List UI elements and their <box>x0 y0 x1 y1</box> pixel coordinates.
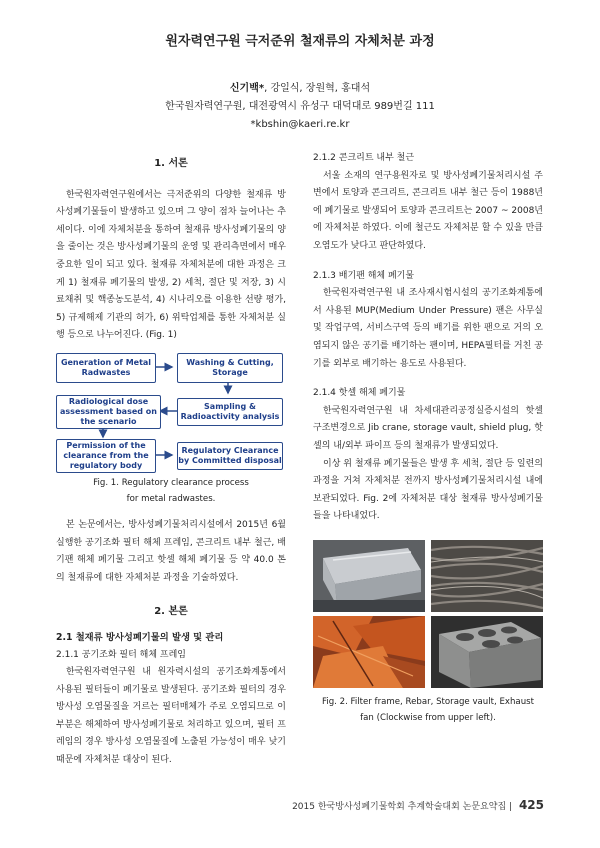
left-column <box>56 155 286 770</box>
right-column <box>313 150 543 736</box>
fig1-flowchart <box>56 351 286 471</box>
co-authors: , 강일식, 장원혁, 홍대석 <box>264 83 371 94</box>
exhaust-fan-paragraph: 한국원자력연구원 내 조사재시험시설의 공기조화계통에서 사용된 MUP(Medium Under Pressure) 팬은 사무실 및 작업구역, 서비스구역 등의 배기를 위한 팬으로 거의 오염되지 않은 공기를 배기하는 팬이며, HEPA필터를 거친 공기를 외부로 배기하는 용도로 사용된다. <box>313 288 543 369</box>
flow-box-permission: Permission of the clearance from the regulatory body <box>56 439 156 473</box>
proceedings-title: 2015 한국방사성폐기물학회 추계학술대회 논문요약집 <box>292 802 507 812</box>
rebar-image <box>431 540 543 612</box>
paper-title: 원자력연구원 극저준위 철재류의 자체처분 과정 <box>165 34 435 49</box>
photo-rebar <box>431 540 543 612</box>
flow-box-dose-assessment: Radiological dose assessment based on the scenario <box>56 395 161 429</box>
flow-box-washing: Washing & Cutting, Storage <box>177 353 283 383</box>
fig1-caption-line1: Fig. 1. Regulatory clearance process <box>93 477 249 488</box>
page-footer <box>292 798 544 812</box>
page-number: 425 <box>518 798 544 812</box>
fig2-photo-grid <box>313 540 543 688</box>
author-email: *kbshin@kaeri.re.kr <box>250 119 350 130</box>
photo-filter-frame <box>313 540 425 612</box>
section-2-1-1-heading: 2.1.1 공기조화 필터 해체 프레임 <box>56 649 186 660</box>
lead-author: 신기백* <box>229 83 265 94</box>
rebar-paragraph: 서울 소재의 연구용원자로 및 방사성폐기물처리시설 주변에서 토양과 콘크리트, 콘크리트 내부 철근 등이 1988년에 폐기물로 발생되어 토양과 콘크리트는 2007 ~ 2008년에 자체처분 하였다. 이에 철근도 자체처분 할 수 있을 만큼 오염도가 낮다고 판단하였다. <box>313 170 543 251</box>
section-2-1-4-heading: 2.1.4 핫셀 해체 폐기물 <box>313 388 406 399</box>
photo-storage-vault <box>431 616 543 688</box>
purpose-paragraph: 본 논문에서는, 방사성폐기물처리시설에서 2015년 6월 실행한 공기조화 필터 해체 프레임, 콘크리트 내부 철근, 배기팬 해체 폐기물 그리고 핫셀 해체 폐기물 등 약 40.0 톤의 철재류에 대한 자체처분 과정을 기술하였다. <box>56 519 286 583</box>
fig1-caption <box>56 475 286 507</box>
affiliation: 한국원자력연구원, 대전광역시 유성구 대덕대로 989번길 111 <box>165 101 435 112</box>
footer-separator: | <box>509 802 513 812</box>
section-2-1-2-heading: 2.1.2 콘크리트 내부 철근 <box>313 153 415 163</box>
flow-box-generation: Generation of Metal Radwastes <box>56 353 156 383</box>
section-1-heading: 1. 서론 <box>154 158 188 169</box>
hotcell-paragraph-2: 이상 위 철재류 폐기물들은 발생 후 세척, 절단 등 일련의 과정을 거쳐 자체처분 전까지 방사성폐기물처리시설 내에 보관되었다. Fig. 2에 자체처분 대상 철재류 방사성폐기물들을 나타내었다. <box>313 458 543 522</box>
flow-box-sampling: Sampling & Radioactivity analysis <box>177 398 283 426</box>
fig2-caption-line2: fan (Clockwise from upper left). <box>360 712 496 723</box>
fig2-caption <box>313 694 543 726</box>
author-block <box>0 80 600 134</box>
filter-frame-paragraph: 한국원자력연구원 내 원자력시설의 공기조화계통에서 사용된 필터들이 폐기물로 발생된다. 공기조화 필터의 경우 방사성 오염물질을 거르는 필터매체가 주로 오염되므로 이 부분은 해체하여 방사성폐기물로 처리하고 있으며, 필터 프레임의 경우 방사성 오염물질에 노출된 가능성이 매우 낮기 때문에 자체처분 대상이 된다. <box>56 667 286 766</box>
fig2-caption-line1: Fig. 2. Filter frame, Rebar, Storage vault, Exhaust <box>321 696 534 707</box>
section-2-1-heading: 2.1 철재류 방사성폐기물의 발생 및 관리 <box>56 631 224 643</box>
hotcell-paragraph-1: 한국원자력연구원 내 차세대관리공정실증시설의 핫셀 구조변경으로 Jib crane, storage vault, shield plug, 핫셀의 내/외부 파이프 등의 철재류가 발생되었다. <box>313 405 543 451</box>
storage-vault-image <box>431 616 543 688</box>
section-2-heading: 2. 본론 <box>154 606 188 618</box>
flow-box-clearance: Regulatory Clearance by Committed disposal <box>177 442 283 470</box>
author-names <box>0 80 600 98</box>
filter-frame-image <box>313 540 425 612</box>
section-2-1-3-heading: 2.1.3 배기팬 해체 폐기물 <box>313 270 415 281</box>
intro-paragraph: 한국원자력연구원에서는 극저준위의 다양한 철재류 방사성폐기물들이 발생하고 있으며 그 양이 점차 늘어나는 추세이다. 이에 자체처분을 통하여 철재류 방사성폐기물의 양을 줄이는 것은 방사성폐기물의 운영 및 관리측면에서 매우 중요한 일이 되고 있다. 철재류 자체처분에 대한 과정은 크게 1) 철재류 폐기물의 발생, 2) 세척, 절단 및 저장, 3) 시료채취 및 핵종농도분석, 4) 시나리오를 이용한 선량 평가, 5) 규제해제 기관의 허가, 6) 위탁업체를 통한 자체처분 실행 등으로 나누어진다. (Fig. 1) <box>56 189 286 341</box>
exhaust-fan-image <box>313 616 425 688</box>
fig1-caption-line2: for metal radwastes. <box>126 493 216 504</box>
photo-exhaust-fan <box>313 616 425 688</box>
